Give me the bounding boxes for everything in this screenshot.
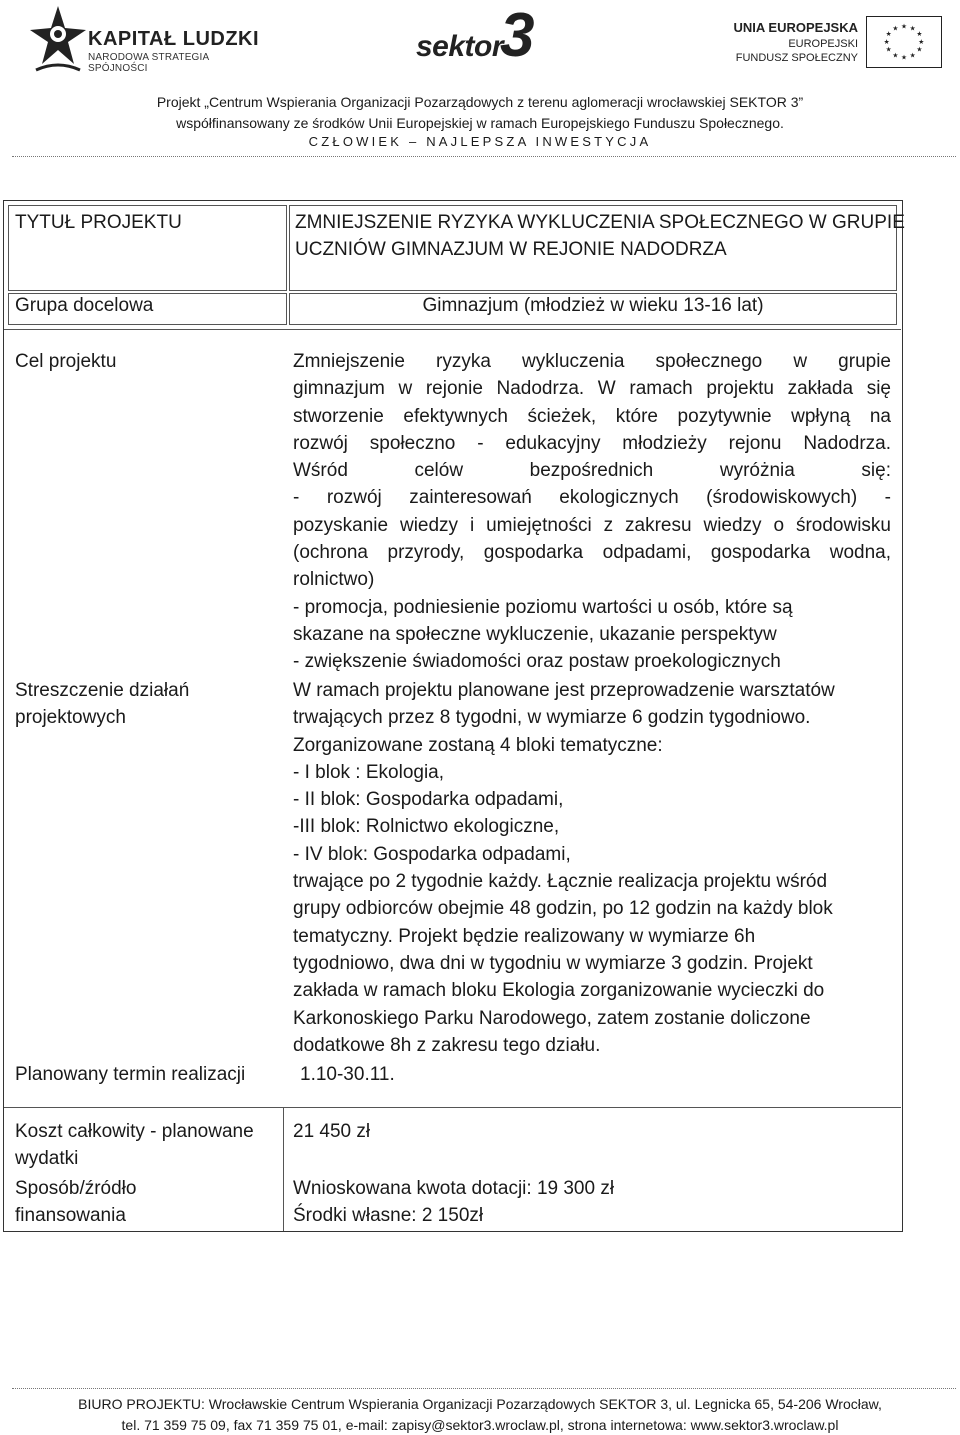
footer-address-line: BIURO PROJEKTU: Wrocławskie Centrum Wspierania Organizacji Pozarządowych SEKTOR 3, ul. Legnicka 65, 54-206 Wrocław, xyxy=(78,1396,882,1412)
project-card xyxy=(3,200,903,1232)
header-divider xyxy=(12,156,956,157)
summary-text-line: tygodniowo, dwa dni w tygodniu w wymiarze 3 godzin. Projekt xyxy=(293,952,813,974)
header-logos xyxy=(0,0,960,80)
goal-text xyxy=(293,348,891,676)
goal-text-line: - promocja, podniesienie poziomu wartości u osób, które są xyxy=(293,596,793,618)
source-value xyxy=(293,1175,614,1229)
term-value: 1.10-30.11. xyxy=(300,1064,395,1085)
header-slogan-line: CZŁOWIEK – NAJLEPSZA INWESTYCJA xyxy=(308,134,652,149)
kapital-ludzki-star-icon xyxy=(28,4,86,74)
kapital-ludzki-subtitle: NARODOWA STRATEGIA SPÓJNOŚCI xyxy=(88,52,209,74)
svg-text:★: ★ xyxy=(909,51,916,60)
eu-logo xyxy=(733,14,950,70)
title-value-line-1: ZMNIEJSZENIE RYZYKA WYKLUCZENIA SPOŁECZNEGO W GRUPIE xyxy=(295,212,905,233)
section-divider-cost xyxy=(4,1107,901,1108)
summary-text-line: - II blok: Gospodarka odpadami, xyxy=(293,789,564,811)
cost-label-line-1: Koszt całkowity - planowane xyxy=(15,1121,254,1142)
sektor3-logo-text: sektor xyxy=(416,30,504,63)
svg-text:★: ★ xyxy=(892,51,899,60)
summary-text-line: trwające po 2 tygodnie każdy. Łącznie realizacja projektu wśród xyxy=(293,871,828,893)
sektor3-logo-number: 3 xyxy=(500,1,535,70)
title-value-line-2: UCZNIÓW GIMNAZJUM W REJONIE NADODRZA xyxy=(295,239,727,261)
svg-text:★: ★ xyxy=(916,45,923,54)
svg-text:★: ★ xyxy=(909,24,916,33)
cost-label-line-2: wydatki xyxy=(15,1148,79,1169)
source-label-line-2: finansowania xyxy=(15,1205,126,1226)
summary-text-line: trwających przez 8 tygodni, w wymiarze 6 godzin tygodniowo. xyxy=(293,707,811,729)
sektor3-logo xyxy=(412,1,572,74)
svg-text:★: ★ xyxy=(885,45,892,54)
svg-text:★: ★ xyxy=(885,30,892,39)
header-cofinancing-line: współfinansowany ze środków Unii Europejskiej w ramach Europejskiego Funduszu Społecznego. xyxy=(176,115,784,131)
footer-divider xyxy=(12,1388,956,1389)
summary-label-line-2: projektowych xyxy=(15,707,126,728)
summary-text-line: dodatkowe 8h z zakresu tego działu. xyxy=(293,1034,601,1056)
source-value-line-1: Wnioskowana kwota dotacji: 19 300 zł xyxy=(293,1178,615,1199)
footer-contact-line: tel. 71 359 75 09, fax 71 359 75 01, e-mail: zapisy@sektor3.wroclaw.pl, strona internetowa: www.sektor3.wroclaw.pl xyxy=(121,1417,839,1433)
source-label xyxy=(15,1175,136,1229)
eu-flag-icon xyxy=(866,16,942,68)
svg-text:★: ★ xyxy=(900,22,908,31)
source-label-line-1: Sposób/źródło xyxy=(15,1178,137,1199)
cost-value: 21 450 zł xyxy=(293,1121,371,1142)
term-label: Planowany termin realizacji xyxy=(15,1064,246,1085)
goal-text-line: (ochrona przyrody, gospodarka odpadami, gospodarka wodna, xyxy=(293,542,891,564)
title-label: TYTUŁ PROJEKTU xyxy=(15,212,182,233)
svg-text:★: ★ xyxy=(918,37,925,46)
eu-logo-line2: EUROPEJSKI xyxy=(788,38,858,50)
summary-text-line: W ramach projektu planowane jest przeprowadzenie warsztatów xyxy=(293,680,835,701)
summary-text-line: grupy odbiorców obejmie 48 godzin, po 12 godzin na każdy blok xyxy=(293,898,833,920)
summary-text-line: Zorganizowane zostaną 4 bloki tematyczne: xyxy=(293,734,663,756)
goal-text-line: pozyskanie wiedzy i umiejętności z zakresu wiedzy o środowisku xyxy=(293,514,891,536)
goal-text-line: Wśród celów bezpośrednich wyróżnia się: xyxy=(293,460,891,482)
summary-text-line: - I blok : Ekologia, xyxy=(293,761,445,783)
source-value-line-2: Środki własne: 2 150zł xyxy=(293,1205,484,1226)
svg-text:★: ★ xyxy=(900,53,908,62)
kapital-ludzki-logo xyxy=(28,4,268,74)
goal-text-line: - rozwój zainteresowań ekologicznych (środowiskowych) - xyxy=(293,487,891,509)
group-label: Grupa docelowa xyxy=(15,295,154,316)
summary-text-line: tematyczny. Projekt będzie realizowany w wymiarze 6h xyxy=(293,925,756,947)
goal-label: Cel projektu xyxy=(15,351,117,372)
kapital-ludzki-title: KAPITAŁ LUDZKI xyxy=(88,28,260,50)
eu-logo-line1: UNIA EUROPEJSKA xyxy=(733,20,858,35)
cost-label xyxy=(15,1118,254,1172)
section-divider-goal xyxy=(4,329,901,330)
goal-text-line: rolnictwo) xyxy=(293,569,375,591)
summary-text-line: zakłada w ramach bloku Ekologia zorganizowanie wycieczki do xyxy=(293,980,825,1002)
summary-text-line: Karkonoskiego Parku Narodowego, zatem zostanie doliczone xyxy=(293,1007,811,1029)
summary-text xyxy=(293,677,891,1059)
group-value: Gimnazjum (młodzież w wieku 13-16 lat) xyxy=(422,295,764,316)
summary-text-line: - IV blok: Gospodarka odpadami, xyxy=(293,843,571,865)
svg-text:★: ★ xyxy=(883,37,890,46)
svg-text:★: ★ xyxy=(892,24,899,33)
eu-logo-line3: FUNDUSZ SPOŁECZNY xyxy=(735,52,858,64)
svg-text:★: ★ xyxy=(916,30,923,39)
goal-text-line: skazane na społeczne wykluczenie, ukazanie perspektyw xyxy=(293,623,777,645)
header-project-line: Projekt „Centrum Wspierania Organizacji Pozarządowych z terenu aglomeracji wrocławskiej SEKTOR 3” xyxy=(156,94,804,110)
goal-text-line: gimnazjum w rejonie Nadodrza. W ramach projektu zakłada się xyxy=(293,378,891,400)
goal-text-line: - zwiększenie świadomości oraz postaw proekologicznych xyxy=(293,651,781,673)
summary-label-line-1: Streszczenie działań xyxy=(15,680,190,701)
summary-text-line: -III blok: Rolnictwo ekologiczne, xyxy=(293,816,560,838)
goal-text-line: rozwój społeczno - edukacyjny młodzieży rejonu Nadodrza. xyxy=(293,432,891,454)
summary-label xyxy=(15,677,189,731)
goal-text-line: Zmniejszenie ryzyka wykluczenia społecznego w grupie xyxy=(293,351,891,372)
title-value xyxy=(295,209,905,264)
goal-text-line: stworzenie efektywnych ścieżek, które pozytywnie wpłyną na xyxy=(293,405,891,427)
column-divider-cost xyxy=(283,1107,284,1231)
